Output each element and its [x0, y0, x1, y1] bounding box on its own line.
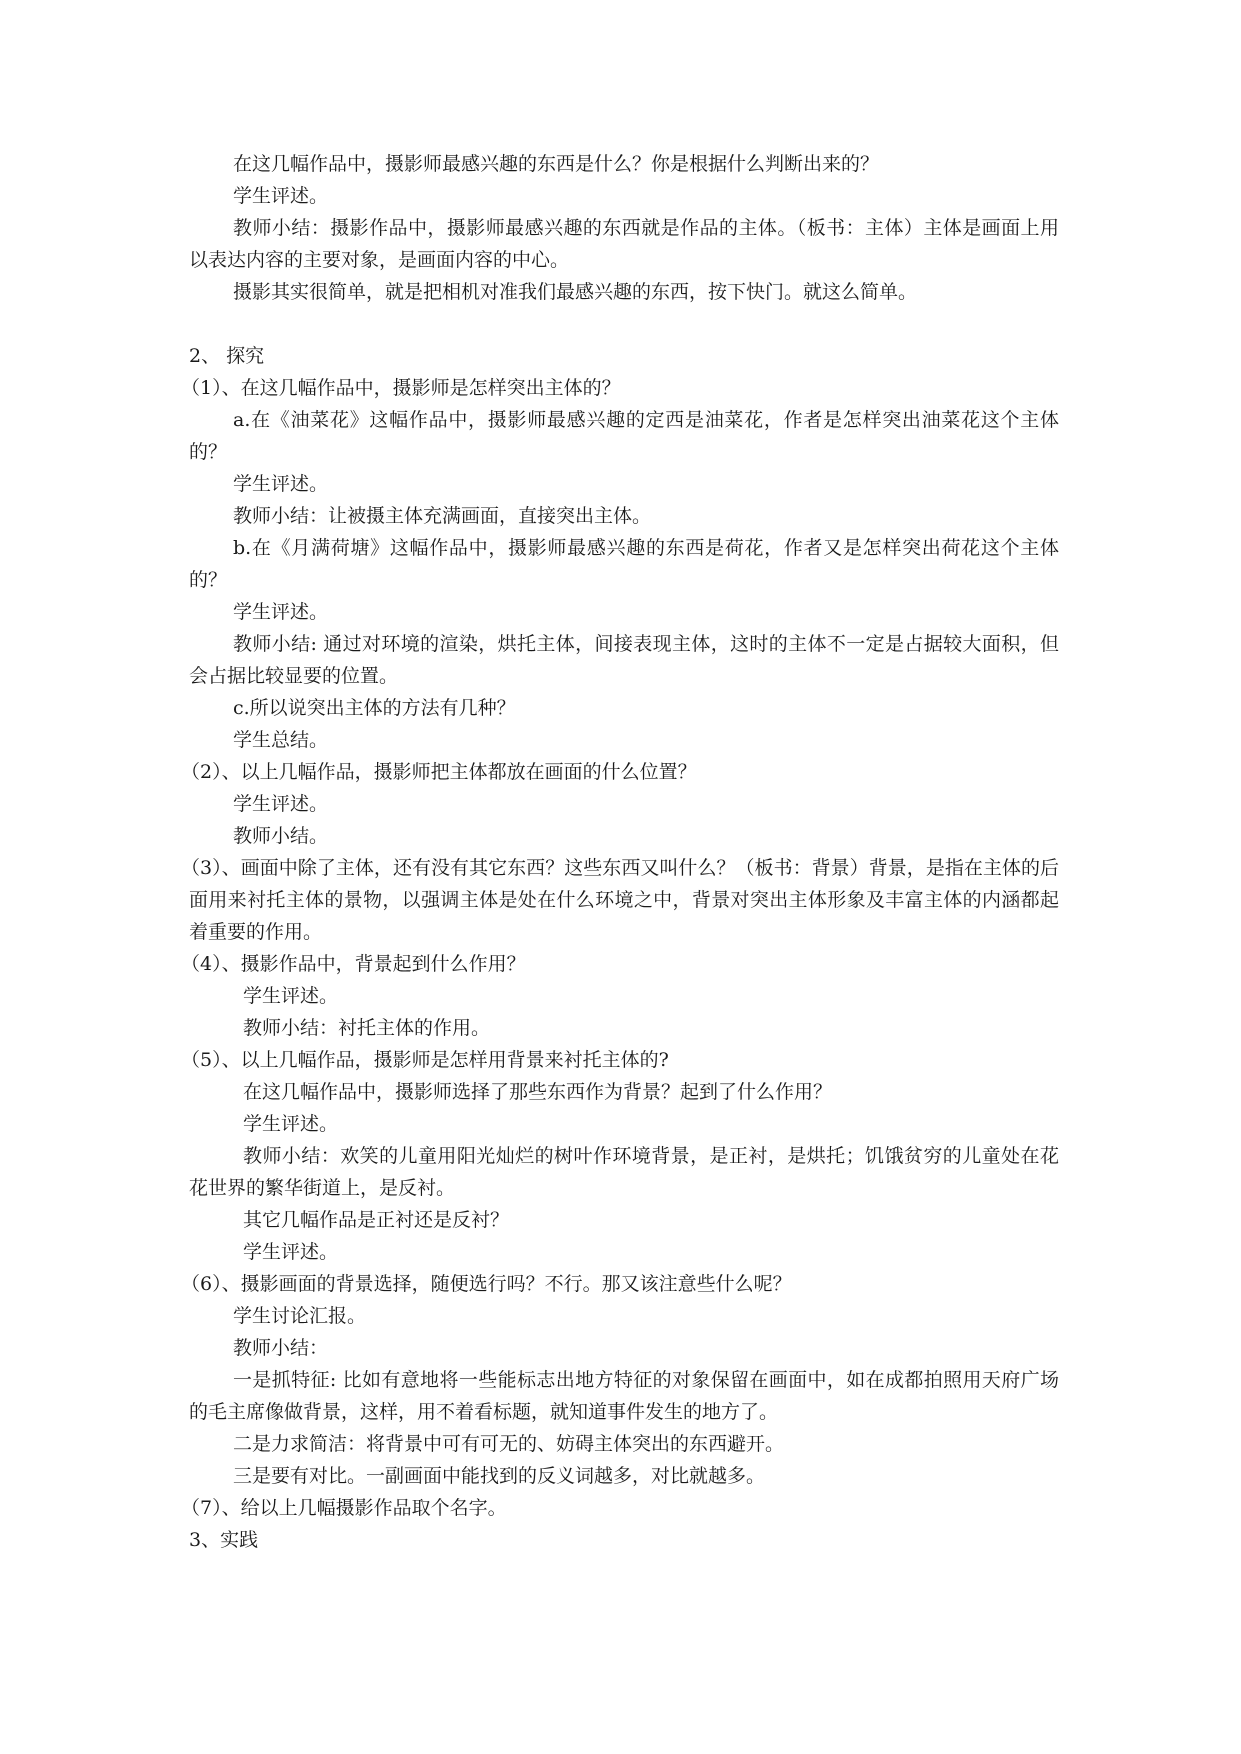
- question-7: （7）、给以上几幅摄影作品取个名字。: [181, 1497, 507, 1519]
- point-contrast: 三是要有对比。一副画面中能找到的反义词越多，对比就越多。: [233, 1465, 766, 1487]
- student-discussion: 学生讨论汇报。: [233, 1305, 367, 1327]
- student-evaluation: 学生评述。: [243, 1113, 339, 1135]
- question-1: （1）、在这几幅作品中，摄影师是怎样突出主体的？: [181, 377, 621, 399]
- point-simplicity: 二是力求简洁：将背景中可有可无的、妨碍主体突出的东西避开。: [233, 1433, 785, 1455]
- intro-question: 在这几幅作品中，摄影师最感兴趣的东西是什么？你是根据什么判断出来的？: [233, 153, 880, 175]
- teacher-summary: 教师小结：欢笑的儿童用阳光灿烂的树叶作环境背景，是正衬，是烘托；饥饿贫穷的儿童处在花花世界的繁华街道上，是反衬。: [189, 1145, 1059, 1199]
- question-6: （6）、摄影画面的背景选择，随便选行吗？不行。那又该注意些什么呢？: [181, 1273, 792, 1295]
- teacher-summary: 教师小结: 通过对环境的渲染，烘托主体，间接表现主体，这时的主体不一定是占据较大面积，但会占据比较显要的位置。: [189, 633, 1059, 687]
- question-3: （3）、画面中除了主体，还有没有其它东西？这些东西又叫什么？（板书：背景）背景，是指在主体的后面用来衬托主体的景物，以强调主体是处在什么环境之中，背景对突出主体形象及丰富主体的内涵都起着重要的作用。: [181, 857, 1059, 943]
- question-5-other: 其它几幅作品是正衬还是反衬？: [243, 1209, 510, 1231]
- question-1a: a.在《油菜花》这幅作品中，摄影师最感兴趣的定西是油菜花，作者是怎样突出油菜花这个主体的？: [189, 409, 1059, 463]
- teacher-summary: 教师小结：: [233, 1337, 329, 1359]
- teacher-summary: 教师小结：让被摄主体充满画面，直接突出主体。: [233, 505, 652, 527]
- document-body: [181, 148, 1059, 1556]
- student-evaluation: 学生评述。: [233, 473, 329, 495]
- section-heading-explore: 2、 探究: [189, 345, 265, 367]
- section-heading-practice: 3、实践: [189, 1529, 259, 1551]
- student-evaluation: 学生评述。: [233, 601, 329, 623]
- question-4: （4）、摄影作品中，背景起到什么作用？: [181, 953, 526, 975]
- student-evaluation: 学生评述。: [243, 985, 339, 1007]
- question-5: （5）、以上几幅作品，摄影师是怎样用背景来衬托主体的?: [181, 1049, 669, 1071]
- question-5-sub: 在这几幅作品中，摄影师选择了那些东西作为背景？起到了什么作用？: [243, 1081, 833, 1103]
- photography-simple-note: 摄影其实很简单，就是把相机对准我们最感兴趣的东西，按下快门。就这么简单。: [233, 281, 918, 303]
- question-2: （2）、以上几幅作品，摄影师把主体都放在画面的什么位置？: [181, 761, 697, 783]
- paragraph-gap: [189, 308, 1059, 340]
- teacher-summary: 教师小结：摄影作品中，摄影师最感兴趣的东西就是作品的主体。（板书：主体）主体是画面上用以表达内容的主要对象，是画面内容的中心。: [189, 217, 1059, 271]
- student-evaluation: 学生评述。: [233, 793, 329, 815]
- question-1c: c.所以说突出主体的方法有几种？: [233, 697, 516, 719]
- teacher-summary: 教师小结：衬托主体的作用。: [243, 1017, 491, 1039]
- question-1b: b.在《月满荷塘》这幅作品中，摄影师最感兴趣的东西是荷花，作者又是怎样突出荷花这个主体的？: [189, 537, 1059, 591]
- teacher-summary: 教师小结。: [233, 825, 329, 847]
- point-features: 一是抓特征: 比如有意地将一些能标志出地方特征的对象保留在画面中，如在成都拍照用天府广场的毛主席像做背景，这样，用不着看标题，就知道事件发生的地方了。: [189, 1369, 1059, 1423]
- student-summary: 学生总结。: [233, 729, 329, 751]
- student-evaluation: 学生评述。: [233, 185, 329, 207]
- student-evaluation: 学生评述。: [243, 1241, 339, 1263]
